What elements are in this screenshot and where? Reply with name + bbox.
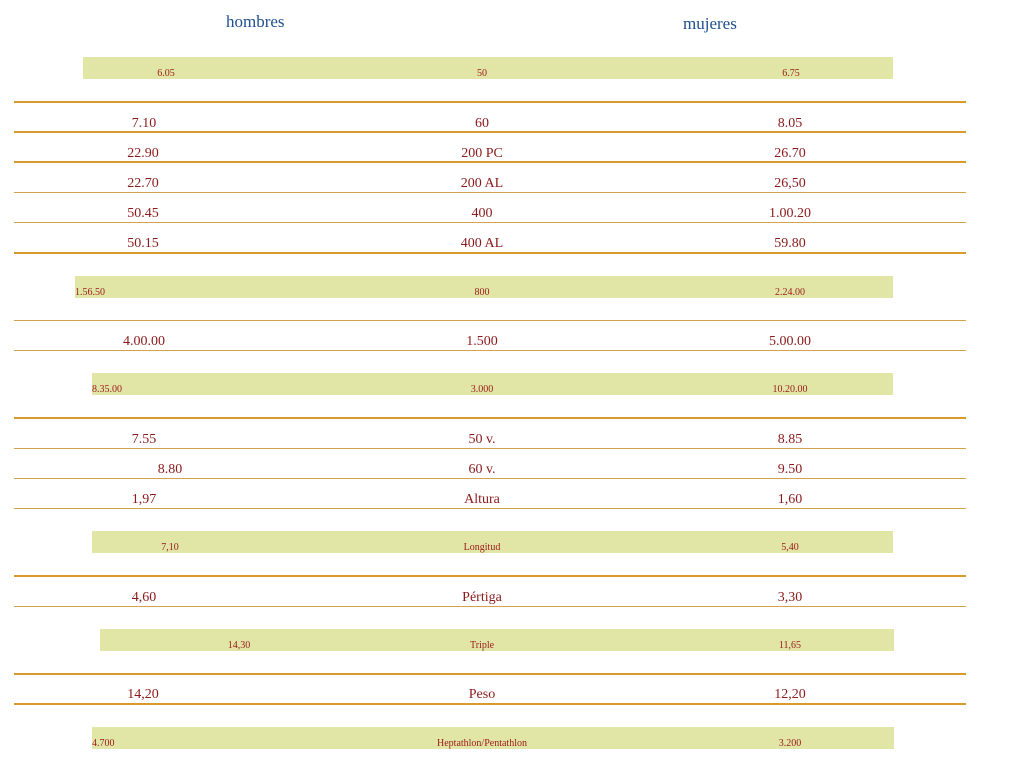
cell-event: 3.000 [470,384,494,395]
cell-women: 6.75 [782,68,800,79]
table-row [14,109,966,139]
table-row [14,425,966,455]
table-row [14,327,966,357]
table-row [14,455,966,485]
cell-event: 60 [475,116,489,131]
row-divider [14,703,966,705]
row-divider [14,350,966,351]
cell-men: 7.55 [131,432,157,447]
cell-women: 26,50 [774,176,806,191]
cell-women: 59.80 [774,236,806,251]
table-row [14,199,966,229]
table-row-band [83,57,893,79]
row-divider [14,508,966,509]
cell-event: Heptathlon/Pentathlon [437,738,527,749]
cell-women: 2.24.00 [775,287,805,298]
cell-men: 4.00.00 [123,334,165,349]
cell-men: 14,30 [227,640,251,651]
row-divider [14,192,966,193]
cell-men: 8.80 [157,462,183,477]
cell-event: 50 [477,68,487,79]
table-row-band [92,373,893,395]
cell-women: 11,65 [778,640,802,651]
row-divider [14,222,966,223]
table-row-band [92,727,894,749]
cell-men: 7,10 [161,542,179,553]
cell-women: 8.05 [777,116,803,131]
row-divider [14,478,966,479]
row-divider [14,101,966,103]
row-divider [14,575,966,577]
cell-women: 3,30 [777,590,803,605]
cell-men: 7.10 [131,116,157,131]
cell-women: 1,60 [777,492,803,507]
cell-event: 200 PC [461,146,503,161]
table-row [14,229,966,259]
cell-event: Peso [468,687,496,702]
cell-men: 50.15 [127,236,159,251]
cell-men: 14,20 [127,687,159,702]
table-row [14,583,966,613]
cell-men: 6.05 [157,68,175,79]
table-row-band [92,531,893,553]
cell-women: 12,20 [774,687,806,702]
row-divider [14,131,966,133]
header-women: mujeres [683,14,737,33]
cell-men: 8.35.00 [92,384,122,395]
cell-event: Longitud [463,542,501,553]
cell-women: 1.00.20 [769,206,811,221]
table-row-band [100,629,894,651]
header-men: hombres [226,12,285,31]
table-row [14,680,966,710]
row-divider [14,320,966,321]
cell-women: 9.50 [777,462,803,477]
cell-men: 4,60 [131,590,157,605]
cell-event: Altura [464,492,500,507]
table-row [14,169,966,199]
cell-event: 400 AL [460,236,504,251]
cell-women: 5.00.00 [769,334,811,349]
cell-event: 800 [474,287,490,298]
cell-event: 200 AL [460,176,504,191]
cell-event: 1.500 [466,334,498,349]
row-divider [14,673,966,675]
cell-event: 400 [471,206,493,221]
cell-event: Triple [469,640,495,651]
row-divider [14,252,966,254]
cell-event: Pértiga [462,590,502,605]
row-divider [14,448,966,449]
row-divider [14,606,966,607]
cell-men: 50.45 [127,206,159,221]
table-row [14,485,966,515]
cell-event: 60 v. [468,462,496,477]
row-divider [14,161,966,163]
cell-men: 1.56.50 [75,287,105,298]
cell-women: 8.85 [777,432,803,447]
table-row [14,139,966,169]
cell-men: 4.700 [92,738,115,749]
table-row-band [75,276,893,298]
row-divider [14,417,966,419]
cell-event: 50 v. [468,432,496,447]
cell-men: 22.70 [127,176,159,191]
cell-women: 10.20.00 [772,384,808,395]
cell-women: 26.70 [774,146,806,161]
cell-women: 3.200 [778,738,802,749]
cell-men: 22.90 [127,146,159,161]
cell-men: 1,97 [131,492,157,507]
cell-women: 5,40 [781,542,799,553]
